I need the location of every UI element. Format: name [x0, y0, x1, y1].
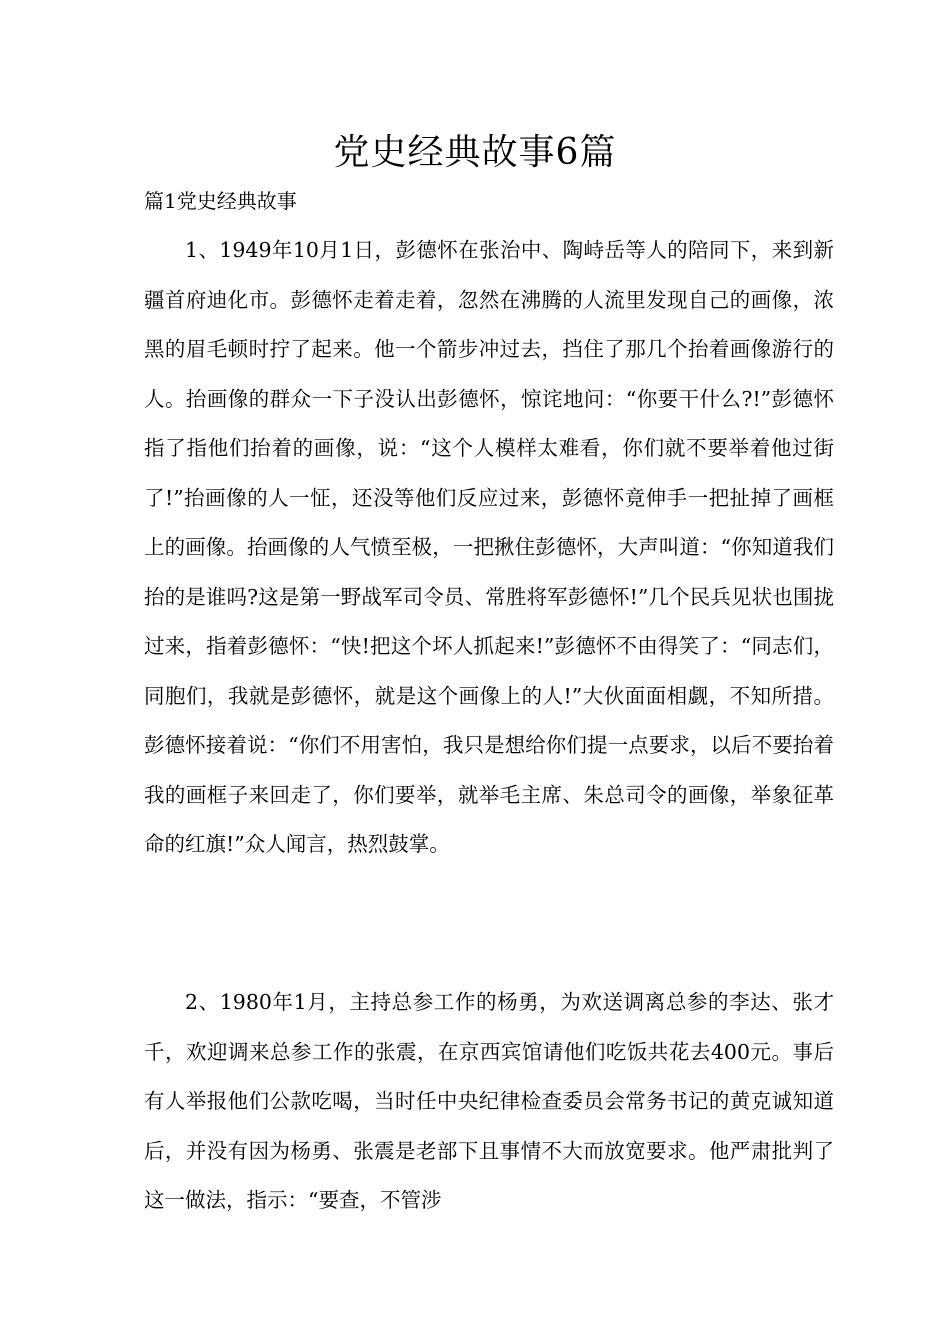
section-heading: 篇1党史经典故事 — [144, 189, 297, 213]
document-title: 党史经典故事6篇 — [333, 132, 617, 173]
story-paragraph-2: 2、1980年1月，主持总参工作的杨勇，为欢送调离总参的李达、张才千，欢迎调来总参工作的张震，在京西宾馆请他们吃饭共花去400元。事后有人举报他们公款吃喝，当时任中央纪律检查委员会常务书记的黄克诚知道后，并没有因为杨勇、张震是老部下且事情不大而放宽要求。他严肃批判了这一做法，指示：“要查，不管涉 — [144, 990, 834, 1212]
story-paragraph-1: 1、1949年10月1日，彭德怀在张治中、陶峙岳等人的陪同下，来到新疆首府迪化市。彭德怀走着走着，忽然在沸腾的人流里发现自己的画像，浓黑的眉毛顿时拧了起来。他一个箭步冲过去，挡住了那几个抬着画像游行的人。抬画像的群众一下子没认出彭德怀，惊诧地问：“你要干什么?!”彭德怀指了指他们抬着的画像，说：“这个人模样太难看，你们就不要举着他过街了!”抬画像的人一怔，还没等他们反应过来，彭德怀竟伸手一把扯掉了画框上的画像。抬画像的人气愤至极，一把揪住彭德怀，大声叫道：“你知道我们抬的是谁吗?这是第一野战军司令员、常胜将军彭德怀!”几个民兵见状也围拢过来，指着彭德怀：“快!把这个坏人抓起来!”彭德怀不由得笑了：“同志们，同胞们，我就是彭德怀，就是这个画像上的人!”大伙面面相觑，不知所措。彭德怀接着说：“你们不用害怕，我只是想给你们提一点要求，以后不要抬着我的画框子来回走了，你们要举，就举毛主席、朱总司令的画像，举象征革命的红旗!”众人闻言，热烈鼓掌。 — [144, 238, 834, 856]
